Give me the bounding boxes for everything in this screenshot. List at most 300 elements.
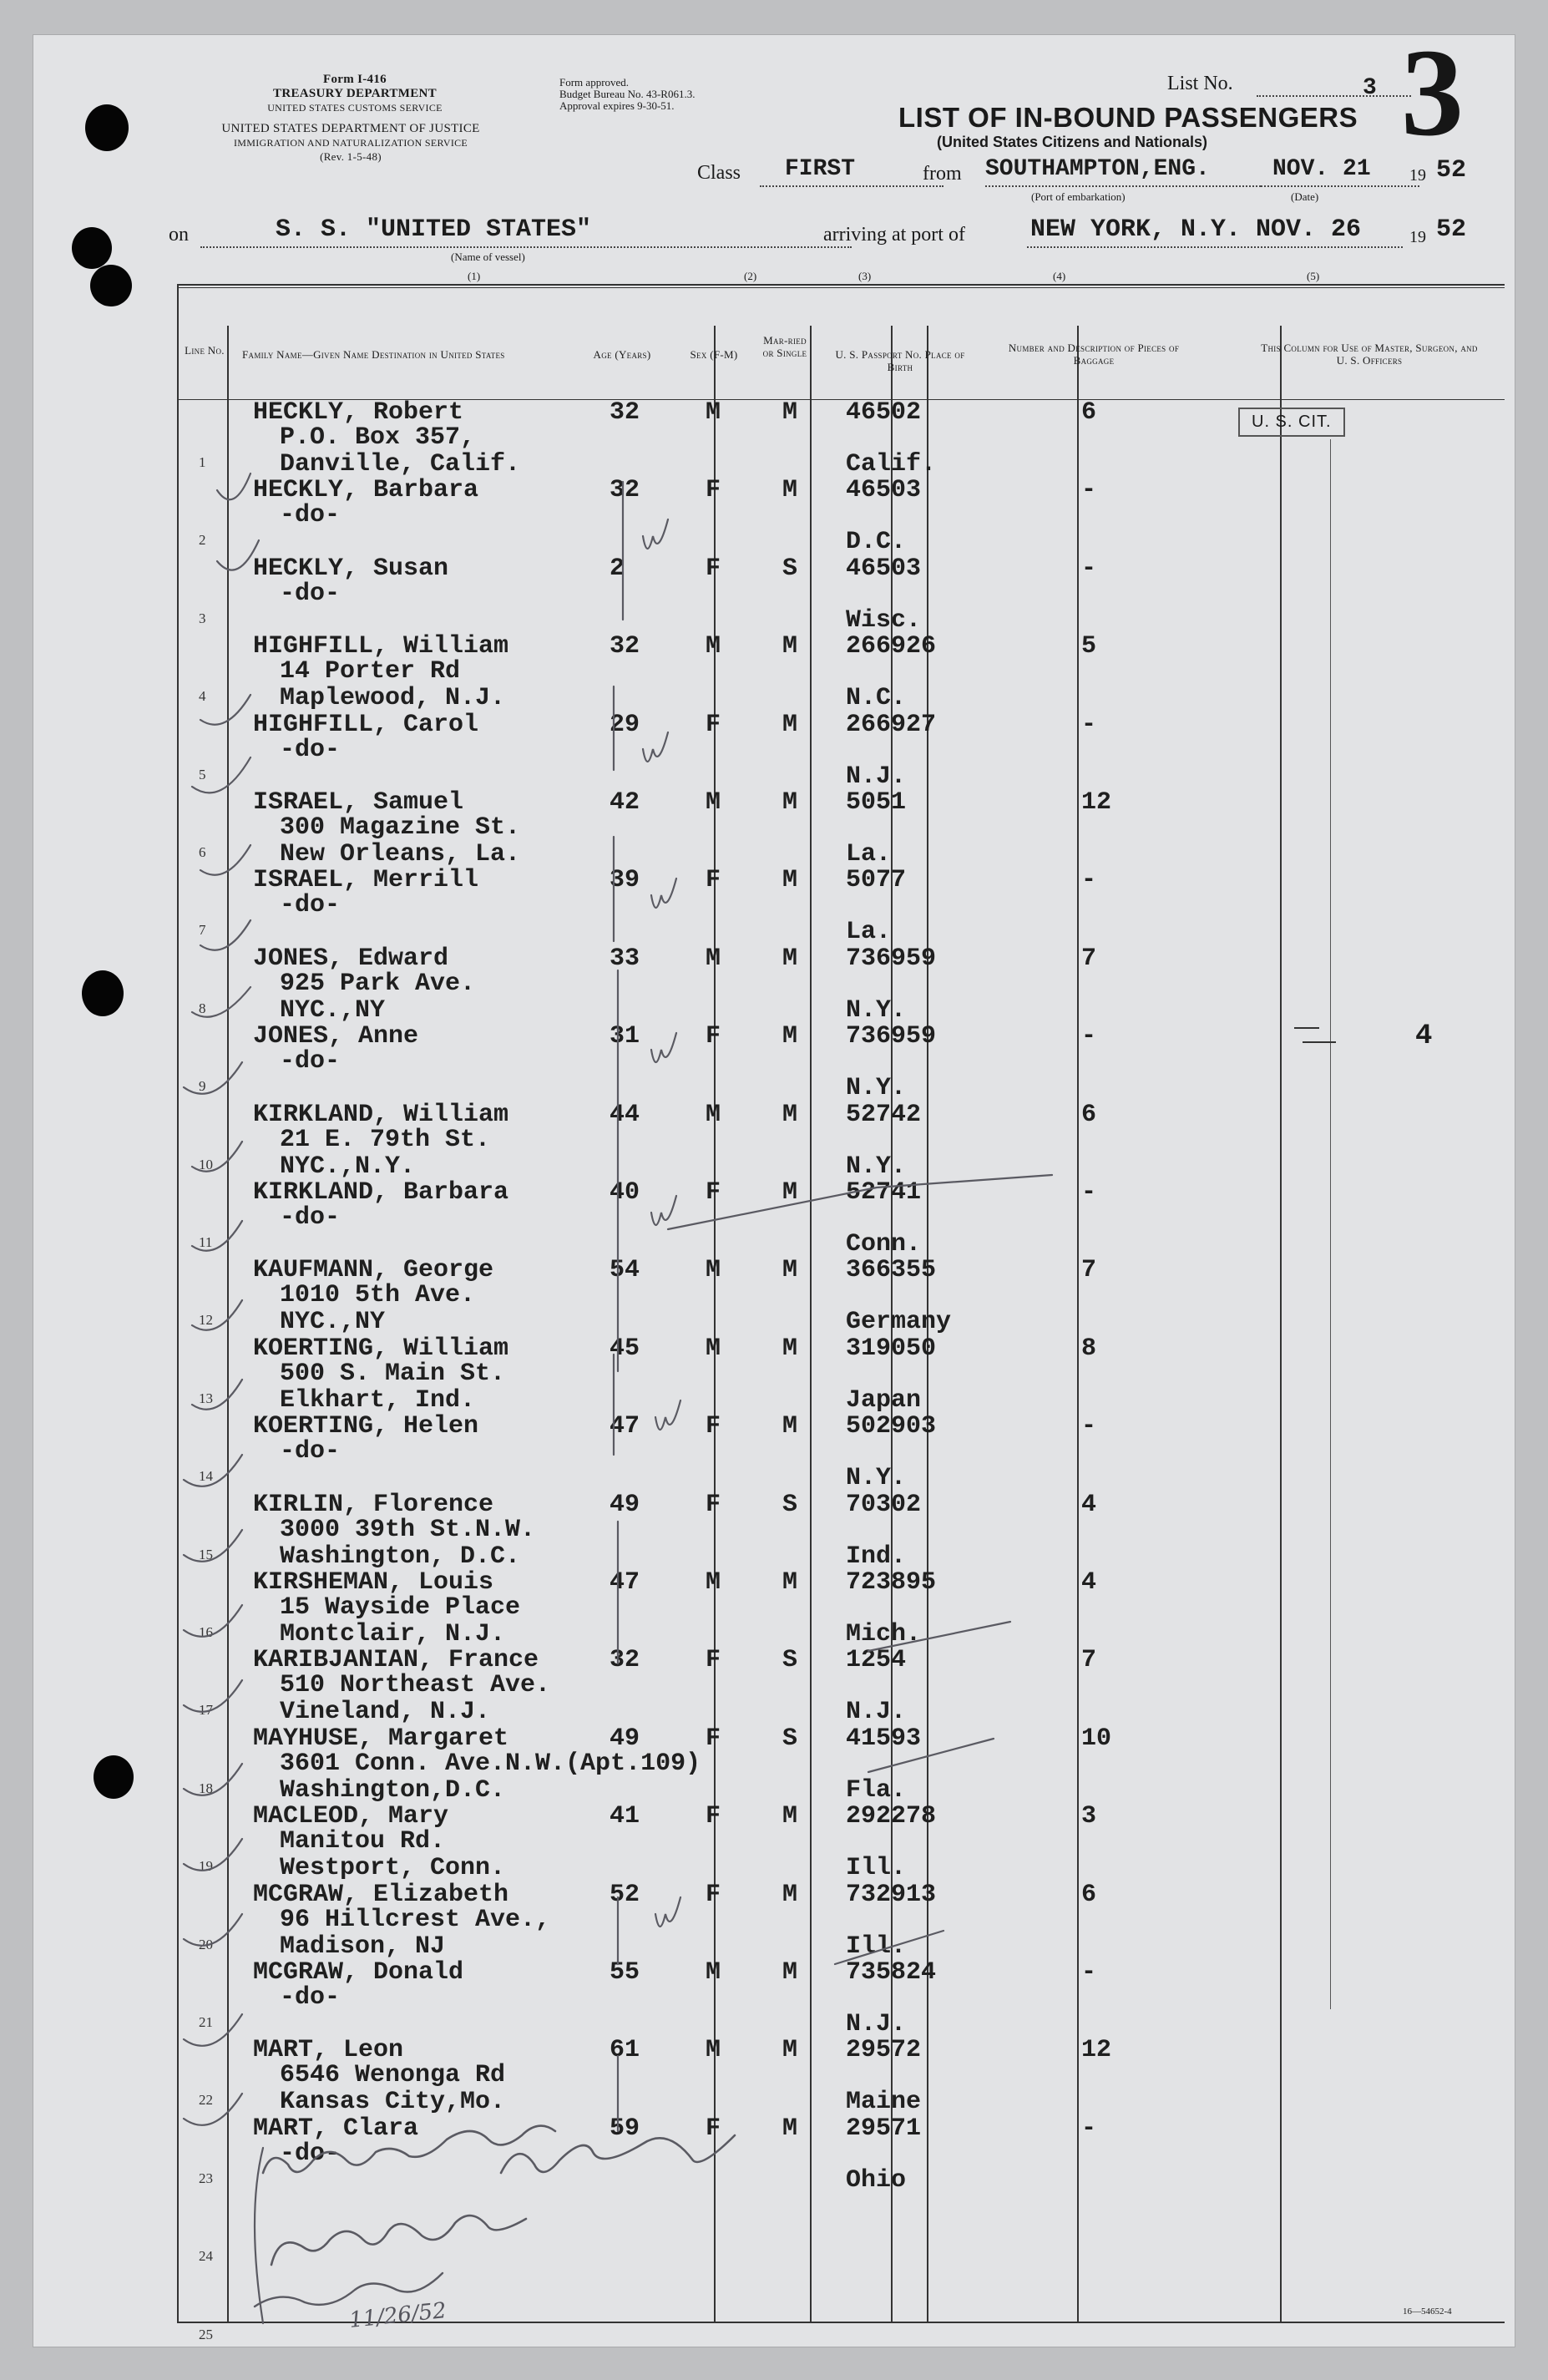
document-subtitle: (United States Citizens and Nationals): [937, 134, 1208, 150]
line-number: 17: [199, 1702, 213, 1719]
year-value: 52: [1436, 156, 1467, 185]
age: 33: [610, 944, 640, 973]
class-line: [760, 185, 943, 187]
baggage-count: -: [1081, 1412, 1097, 1441]
vessel-caption: (Name of vessel): [451, 251, 525, 263]
marital-status: M: [782, 1802, 798, 1831]
place-of-birth: Ohio: [846, 2165, 907, 2195]
col-line-no: Line No.: [185, 344, 225, 357]
passenger-name: KIRLIN, Florence: [253, 1490, 494, 1519]
place-of-birth: N.J.: [846, 1698, 907, 1727]
passenger-name: MAYHUSE, Margaret: [253, 1724, 509, 1753]
passenger-name: ISRAEL, Samuel: [253, 788, 464, 817]
age: 45: [610, 1334, 640, 1363]
passenger-name: MCGRAW, Donald: [253, 1958, 464, 1987]
arrival-line: [1027, 246, 1403, 248]
marital-status: M: [782, 1958, 798, 1987]
date-value: NOV. 21: [1272, 156, 1371, 182]
address-line-1: 15 Wayside Place: [280, 1593, 521, 1622]
revision: (Rev. 1-5-48): [320, 150, 382, 163]
marital-status: S: [782, 554, 798, 583]
address-line-2: Kansas City,Mo.: [280, 2088, 506, 2117]
ins-service: IMMIGRATION AND NATURALIZATION SERVICE: [233, 137, 468, 149]
table-row: [33, 1491, 1515, 1569]
age: 32: [610, 398, 640, 427]
passenger-name: KARIBJANIAN, France: [253, 1646, 539, 1675]
place-of-birth: La.: [846, 918, 892, 947]
table-row: [33, 1413, 1515, 1491]
place-of-birth: N.C.: [846, 684, 907, 713]
address-line-2: Washington, D.C.: [280, 1542, 521, 1571]
col-num-1: (1): [468, 270, 481, 282]
address-line-1: 300 Magazine St.: [280, 813, 521, 842]
customs-service: UNITED STATES CUSTOMS SERVICE: [267, 102, 443, 114]
table-row: [33, 1569, 1515, 1647]
table-row: [33, 1101, 1515, 1179]
sex: M: [706, 788, 721, 817]
passenger-name: HIGHFILL, William: [253, 632, 509, 661]
sex: F: [706, 1412, 721, 1441]
line-number: 16: [199, 1624, 213, 1640]
sex: F: [706, 866, 721, 895]
place-of-birth: N.Y.: [846, 1074, 907, 1103]
col-num-5: (5): [1307, 270, 1320, 282]
address-line-1: 1010 5th Ave.: [280, 1281, 476, 1310]
baggage-count: -: [1081, 2114, 1097, 2143]
passenger-name: KOERTING, Helen: [253, 1412, 479, 1441]
passport-number: 70302: [846, 1490, 922, 1519]
list-no-value: 3: [1363, 75, 1377, 101]
baggage-count: 6: [1081, 1100, 1097, 1129]
marital-status: M: [782, 1334, 798, 1363]
marital-status: M: [782, 866, 798, 895]
class-value: FIRST: [785, 156, 856, 182]
passport-number: 502903: [846, 1412, 937, 1441]
col-num-2: (2): [744, 270, 757, 282]
marital-status: M: [782, 1880, 798, 1909]
line-number: 6: [199, 844, 206, 860]
baggage-count: 8: [1081, 1334, 1097, 1363]
address-line-2: NYC.,NY: [280, 1308, 386, 1337]
form-number: Form I-416: [323, 73, 387, 86]
sex: M: [706, 944, 721, 973]
sex: F: [706, 2114, 721, 2143]
passport-number: 29572: [846, 2036, 922, 2065]
port-value: SOUTHAMPTON,ENG.: [985, 156, 1210, 182]
address-line-1: -do-: [280, 1047, 341, 1076]
marital-status: M: [782, 1022, 798, 1051]
address-line-2: Montclair, N.J.: [280, 1620, 506, 1648]
line-number: 3: [199, 610, 206, 626]
margin-note-dash: [1303, 1041, 1336, 1043]
passenger-name: KIRKLAND, Barbara: [253, 1178, 509, 1207]
age: 39: [610, 866, 640, 895]
place-of-birth: N.Y.: [846, 1152, 907, 1181]
address-line-1: -do-: [280, 891, 341, 920]
age: 47: [610, 1568, 640, 1597]
list-no-label: List No.: [1167, 73, 1233, 94]
age: 31: [610, 1022, 640, 1051]
passport-number: 366355: [846, 1256, 937, 1285]
passport-number: 266926: [846, 632, 937, 661]
marital-status: M: [782, 944, 798, 973]
marital-status: M: [782, 632, 798, 661]
marital-status: M: [782, 398, 798, 427]
table-row: [33, 1803, 1515, 1881]
address-line-2: New Orleans, La.: [280, 840, 521, 868]
address-line-1: 925 Park Ave.: [280, 969, 476, 998]
age: 40: [610, 1178, 640, 1207]
sex: F: [706, 1178, 721, 1207]
col-passport: U. S. Passport No. Place of Birth: [835, 348, 965, 373]
line-number: 8: [199, 1000, 206, 1016]
address-line-2: Elkhart, Ind.: [280, 1385, 476, 1415]
place-of-birth: Wisc.: [846, 605, 922, 635]
treasury-dept: TREASURY DEPARTMENT: [273, 87, 437, 100]
table-row: [33, 2036, 1515, 2117]
vessel-line: [200, 246, 852, 248]
list-no-line: [1257, 95, 1411, 97]
address-line-1: 6546 Wenonga Rd: [280, 2061, 506, 2090]
address-line-1: 510 Northeast Ave.: [280, 1671, 551, 1700]
address-line-2: Madison, NJ: [280, 1932, 446, 1961]
sex: M: [706, 1958, 721, 1987]
passport-number: 1254: [846, 1646, 907, 1675]
address-line-2: Washington,D.C.: [280, 1775, 506, 1805]
sex: F: [706, 1022, 721, 1051]
baggage-count: 3: [1081, 1802, 1097, 1831]
address-line-1: 3601 Conn. Ave.N.W.(Apt.109): [280, 1749, 701, 1778]
address-line-1: -do-: [280, 1203, 341, 1232]
col-num-3: (3): [858, 270, 872, 282]
table-row: [33, 399, 1515, 477]
age: 41: [610, 1802, 640, 1831]
baggage-count: 6: [1081, 398, 1097, 427]
baggage-count: -: [1081, 1178, 1097, 1207]
address-line-1: 14 Porter Rd: [280, 657, 461, 686]
table-row: [33, 1179, 1515, 1257]
line-number: 9: [199, 1078, 206, 1095]
passport-number: 52741: [846, 1178, 922, 1207]
punch-hole: [90, 265, 132, 306]
address-line-2: NYC.,N.Y.: [280, 1152, 416, 1181]
line-number: 12: [199, 1312, 213, 1329]
passenger-name: MART, Leon: [253, 2036, 404, 2065]
passenger-name: HECKLY, Barbara: [253, 476, 479, 505]
marital-status: M: [782, 1412, 798, 1441]
sex: M: [706, 1100, 721, 1129]
marital-status: M: [782, 476, 798, 505]
sex: F: [706, 476, 721, 505]
place-of-birth: Ind.: [846, 1542, 907, 1571]
sex: F: [706, 1802, 721, 1831]
place-of-birth: Ill.: [846, 1932, 907, 1961]
passport-number: 732913: [846, 1880, 937, 1909]
age: 59: [610, 2114, 640, 2143]
line-number: 25: [199, 2326, 213, 2342]
baggage-count: -: [1081, 476, 1097, 505]
age: 47: [610, 1412, 640, 1441]
line-number: 5: [199, 766, 206, 782]
address-line-1: -do-: [280, 735, 341, 764]
port-line: [985, 185, 1261, 187]
line-number: 13: [199, 1390, 213, 1406]
passenger-name: JONES, Anne: [253, 1022, 419, 1051]
table-row: [33, 1725, 1515, 1803]
sex: M: [706, 1568, 721, 1597]
margin-note-number: 4: [1415, 1020, 1433, 1052]
class-label: Class: [697, 162, 741, 184]
line-number: 4: [199, 688, 206, 705]
table-row: [33, 555, 1515, 633]
passenger-name: HIGHFILL, Carol: [253, 710, 479, 739]
line-number: 23: [199, 2170, 213, 2186]
place-of-birth: Maine: [846, 2088, 922, 2117]
passport-number: 46502: [846, 398, 922, 427]
marital-status: M: [782, 788, 798, 817]
table-row: [33, 633, 1515, 711]
table-row: [33, 945, 1515, 1023]
arrival-year-value: 52: [1436, 215, 1467, 244]
passport-number: 266927: [846, 710, 937, 739]
punch-hole: [85, 104, 129, 151]
form-approved: Form approved.: [559, 76, 630, 89]
baggage-count: 10: [1081, 1724, 1112, 1753]
date-caption: (Date): [1291, 190, 1319, 203]
passport-number: 41593: [846, 1724, 922, 1753]
line-number: 22: [199, 2092, 213, 2109]
passenger-name: JONES, Edward: [253, 944, 449, 973]
address-line-2: Westport, Conn.: [280, 1854, 506, 1883]
age: 61: [610, 2036, 640, 2065]
place-of-birth: N.J.: [846, 2010, 907, 2038]
passenger-name: HECKLY, Susan: [253, 554, 449, 583]
address-line-1: 3000 39th St.N.W.: [280, 1515, 536, 1544]
passport-number: 46503: [846, 554, 922, 583]
place-of-birth: Calif.: [846, 450, 937, 479]
baggage-count: -: [1081, 1022, 1097, 1051]
place-of-birth: La.: [846, 840, 892, 868]
place-of-birth: N.Y.: [846, 1464, 907, 1493]
address-line-1: -do-: [280, 501, 341, 530]
passport-number: 319050: [846, 1334, 937, 1363]
line-number: 19: [199, 1858, 213, 1875]
marital-status: M: [782, 2036, 798, 2065]
passport-number: 292278: [846, 1802, 937, 1831]
baggage-count: 7: [1081, 1646, 1097, 1675]
table-row: [33, 476, 1515, 557]
line-number: 10: [199, 1156, 213, 1172]
table-row: [33, 1335, 1515, 1413]
line-number: 14: [199, 1468, 213, 1485]
passenger-name: KIRSHEMAN, Louis: [253, 1568, 494, 1597]
passenger-name: MART, Clara: [253, 2114, 419, 2143]
col-married: Mar-ried or Single: [762, 334, 807, 359]
passenger-name: KAUFMANN, George: [253, 1256, 494, 1285]
age: 42: [610, 788, 640, 817]
place-of-birth: N.J.: [846, 762, 907, 791]
document-title: LIST OF IN-BOUND PASSENGERS: [898, 102, 1358, 133]
marital-status: M: [782, 2114, 798, 2143]
table-row: [33, 1646, 1515, 1727]
sex: M: [706, 1334, 721, 1363]
arriving-label: arriving at port of: [823, 224, 965, 246]
us-citizen-stamp: U. S. CIT.: [1238, 408, 1345, 437]
margin-note-dash: [1294, 1027, 1319, 1029]
passport-number: 736959: [846, 1022, 937, 1051]
col-num-4: (4): [1053, 270, 1066, 282]
place-of-birth: Germany: [846, 1308, 952, 1337]
baggage-count: 7: [1081, 944, 1097, 973]
line-number: 1: [199, 454, 206, 470]
sex: F: [706, 1490, 721, 1519]
sex: F: [706, 1724, 721, 1753]
table-row: [33, 1023, 1515, 1101]
age: 52: [610, 1880, 640, 1909]
baggage-count: 6: [1081, 1880, 1097, 1909]
address-line-1: 96 Hillcrest Ave.,: [280, 1905, 551, 1934]
marital-status: M: [782, 1178, 798, 1207]
line-number: 7: [199, 922, 206, 939]
age: 44: [610, 1100, 640, 1129]
big-list-no: 3: [1401, 23, 1464, 162]
col-officers: This Column for Use of Master, Surgeon, and U. S. Officers: [1261, 342, 1478, 367]
col-baggage: Number and Description of Pieces of Baggage: [1008, 342, 1180, 367]
sex: F: [706, 1646, 721, 1675]
place-of-birth: Fla.: [846, 1775, 907, 1805]
table-row: [33, 2193, 1515, 2271]
address-line-1: 21 E. 79th St.: [280, 1125, 491, 1154]
baggage-count: -: [1081, 554, 1097, 583]
age: 32: [610, 1646, 640, 1675]
justice-dept: UNITED STATES DEPARTMENT OF JUSTICE: [221, 122, 480, 135]
place-of-birth: Ill.: [846, 1854, 907, 1883]
place-of-birth: D.C.: [846, 528, 907, 557]
passport-number: 46503: [846, 476, 922, 505]
date-line: [1261, 185, 1419, 187]
baggage-count: -: [1081, 1958, 1097, 1987]
age: 54: [610, 1256, 640, 1285]
baggage-count: 12: [1081, 788, 1112, 817]
arrival-value: NEW YORK, N.Y. NOV. 26: [1030, 215, 1362, 244]
year-prefix: 19: [1409, 166, 1426, 185]
passenger-name: HECKLY, Robert: [253, 398, 464, 427]
table-row: [33, 2271, 1515, 2349]
baggage-count: 5: [1081, 632, 1097, 661]
approval-expires: Approval expires 9-30-51.: [559, 99, 675, 112]
address-line-1: -do-: [280, 579, 341, 608]
line-number: 24: [199, 2248, 213, 2265]
baggage-count: 4: [1081, 1568, 1097, 1597]
sex: M: [706, 2036, 721, 2065]
sex: F: [706, 1880, 721, 1909]
age: 49: [610, 1724, 640, 1753]
address-line-1: -do-: [280, 2139, 341, 2168]
marital-status: M: [782, 710, 798, 739]
place-of-birth: Mich.: [846, 1620, 922, 1648]
baggage-count: -: [1081, 866, 1097, 895]
line-number: 11: [199, 1234, 213, 1250]
passport-number: 735824: [846, 1958, 937, 1987]
table-row: [33, 866, 1515, 947]
line-number: 21: [199, 2014, 213, 2030]
passport-number: 5077: [846, 866, 907, 895]
baggage-count: 12: [1081, 2036, 1112, 2065]
address-line-1: Manitou Rd.: [280, 1827, 446, 1856]
address-line-1: P.O. Box 357,: [280, 423, 476, 452]
address-line-1: -do-: [280, 1437, 341, 1466]
address-line-2: NYC.,NY: [280, 995, 386, 1025]
age: 55: [610, 1958, 640, 1987]
marital-status: M: [782, 1100, 798, 1129]
footer-code: 16—54652-4: [1403, 2307, 1452, 2317]
baggage-count: 4: [1081, 1490, 1097, 1519]
table-row: [33, 711, 1515, 789]
passport-number: 736959: [846, 944, 937, 973]
address-line-1: -do-: [280, 1983, 341, 2012]
baggage-count: 7: [1081, 1256, 1097, 1285]
table-row: [33, 1256, 1515, 1337]
place-of-birth: N.Y.: [846, 995, 907, 1025]
line-number: 20: [199, 1936, 213, 1952]
address-line-1: 500 S. Main St.: [280, 1359, 506, 1388]
punch-hole: [72, 227, 112, 269]
passenger-name: KIRKLAND, William: [253, 1100, 509, 1129]
table-row: [33, 1959, 1515, 2037]
marital-status: S: [782, 1646, 798, 1675]
passport-number: 723895: [846, 1568, 937, 1597]
marital-status: M: [782, 1568, 798, 1597]
passenger-name: MACLEOD, Mary: [253, 1802, 449, 1831]
line-number: 15: [199, 1546, 213, 1562]
sex: M: [706, 398, 721, 427]
age: 29: [610, 710, 640, 739]
vessel-value: S. S. "UNITED STATES": [276, 215, 592, 244]
place-of-birth: Conn.: [846, 1230, 922, 1258]
passenger-name: KOERTING, William: [253, 1334, 509, 1363]
passenger-name: ISRAEL, Merrill: [253, 866, 479, 895]
address-line-2: Maplewood, N.J.: [280, 684, 506, 713]
handwritten-date: 11/26/52: [347, 2297, 448, 2334]
marital-status: M: [782, 1256, 798, 1285]
from-label: from: [923, 163, 962, 185]
place-of-birth: Japan: [846, 1385, 922, 1415]
col-sex: Sex (F-M): [690, 348, 738, 361]
on-label: on: [169, 224, 189, 246]
age: 32: [610, 632, 640, 661]
table-row: [33, 789, 1515, 867]
passport-number: 5051: [846, 788, 907, 817]
port-caption: (Port of embarkation): [1031, 190, 1126, 203]
address-line-2: Danville, Calif.: [280, 450, 521, 479]
arrival-year-prefix: 19: [1409, 228, 1426, 246]
line-number: 18: [199, 1780, 213, 1796]
table-row: [33, 1881, 1515, 1959]
passenger-name: MCGRAW, Elizabeth: [253, 1880, 509, 1909]
sex: F: [706, 554, 721, 583]
budget-bureau: Budget Bureau No. 43-R061.3.: [559, 88, 696, 100]
col-name: Family Name—Given Name Destination in United States: [242, 348, 505, 361]
address-line-2: Vineland, N.J.: [280, 1698, 491, 1727]
marital-status: S: [782, 1724, 798, 1753]
line-number: 2: [199, 532, 206, 549]
age: 2: [610, 554, 625, 583]
sex: M: [706, 632, 721, 661]
marital-status: S: [782, 1490, 798, 1519]
col-age: Age (Years): [593, 348, 651, 361]
table-row: [33, 2115, 1515, 2193]
baggage-count: -: [1081, 710, 1097, 739]
